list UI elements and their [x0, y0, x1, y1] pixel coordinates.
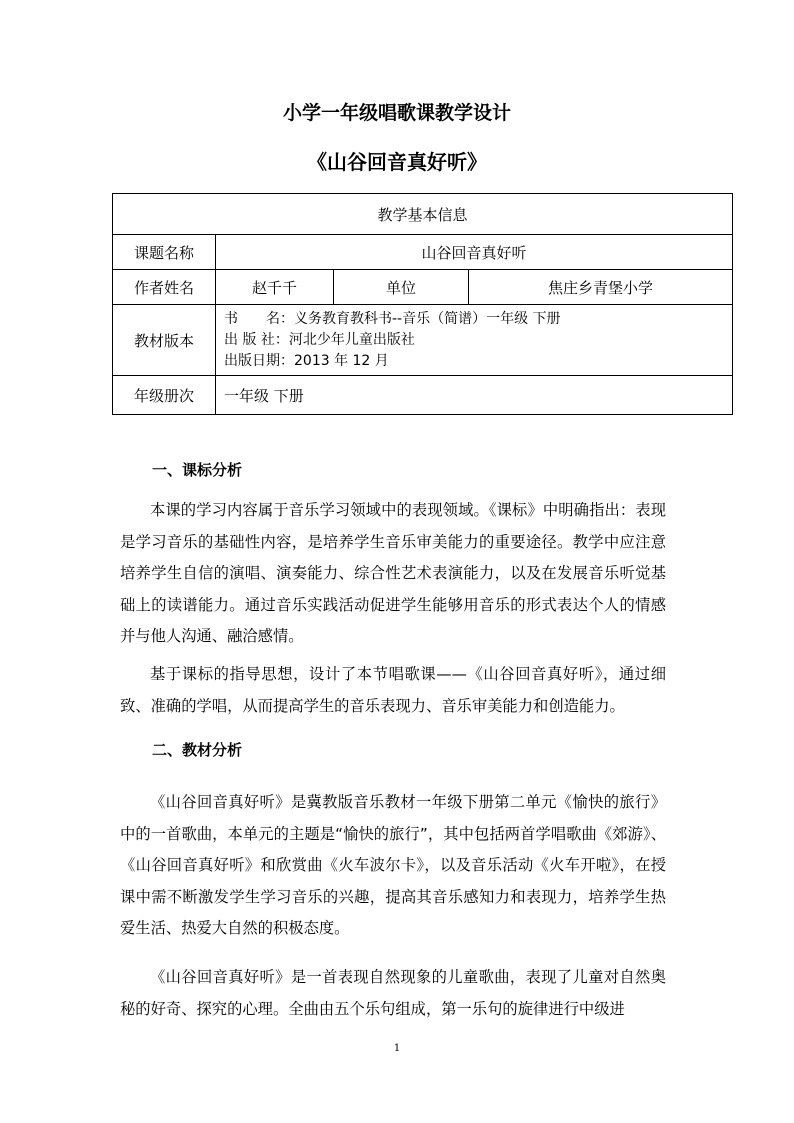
paragraph [120, 495, 666, 653]
table-row [113, 305, 733, 376]
publisher-line: 出 版 社：河北少年儿童出版社 [224, 331, 415, 348]
section-heading-curriculum: 一、课标分析 [152, 461, 243, 479]
author-value: 赵千千 [216, 270, 334, 305]
paragraph [120, 787, 666, 945]
topic-value: 山谷回音真好听 [216, 235, 733, 270]
paragraph [120, 962, 666, 1025]
grade-value: 一年级 下册 [216, 376, 733, 415]
page-number: 1 [393, 1043, 401, 1054]
table-row [113, 376, 733, 415]
paragraph [120, 659, 666, 722]
section-heading-textbook: 二、教材分析 [152, 741, 243, 759]
publish-date-line: 出版日期：2013 年 12 月 [224, 352, 389, 369]
paragraph-text: 本课的学习内容属于音乐学习领域中的表现领域。《课标》中明确指出：表现是学习音乐的基础性内容，是培养学生音乐审美能力的重要途径。教学中应注意培养学生自信的演唱、演奏能力、综合性艺术表演能力，以及在发展音乐听觉基础上的读谱能力。通过音乐实践活动促进学生能够用音乐的形式表达个人的情感并与他人沟通、融洽感情。 [120, 501, 666, 645]
table-row [113, 235, 733, 270]
table-row [113, 270, 733, 305]
edition-label: 教材版本 [113, 305, 216, 376]
edition-value [216, 305, 733, 376]
paragraph-text: 基于课标的指导思想，设计了本节唱歌课——《山谷回音真好听》，通过细致、准确的学唱，从而提高学生的音乐表现力、音乐审美能力和创造能力。 [120, 665, 666, 715]
unit-value: 焦庄乡青堡小学 [469, 270, 733, 305]
paragraph-text: 《山谷回音真好听》是一首表现自然现象的儿童歌曲，表现了儿童对自然奥秘的好奇、探究的心理。全曲由五个乐句组成，第一乐句的旋律进行中级进 [120, 968, 666, 1018]
book-name-line: 书 名：义务教育教科书--音乐（简谱）一年级 下册 [224, 310, 561, 327]
author-label: 作者姓名 [113, 270, 216, 305]
unit-label: 单位 [334, 270, 469, 305]
paragraph-text: 《山谷回音真好听》是冀教版音乐教材一年级下册第二单元《愉快的旅行》中的一首歌曲，本单元的主题是“愉快的旅行”，其中包括两首学唱歌曲《郊游》、《山谷回音真好听》和欣赏曲《火车波尔卡》，以及音乐活动《火车开啦》，在授课中需不断激发学生学习音乐的兴趣，提高其音乐感知力和表现力，培养学生热爱生活、热爱大自然的积极态度。 [120, 793, 666, 937]
table-row [113, 194, 733, 235]
document-title: 小学一年级唱歌课教学设计 [282, 102, 511, 124]
song-title: 《山谷回音真好听》 [307, 150, 487, 174]
topic-label: 课题名称 [113, 235, 216, 270]
table-header-cell: 教学基本信息 [113, 194, 733, 235]
grade-label: 年级册次 [113, 376, 216, 415]
basic-info-table [112, 193, 733, 415]
